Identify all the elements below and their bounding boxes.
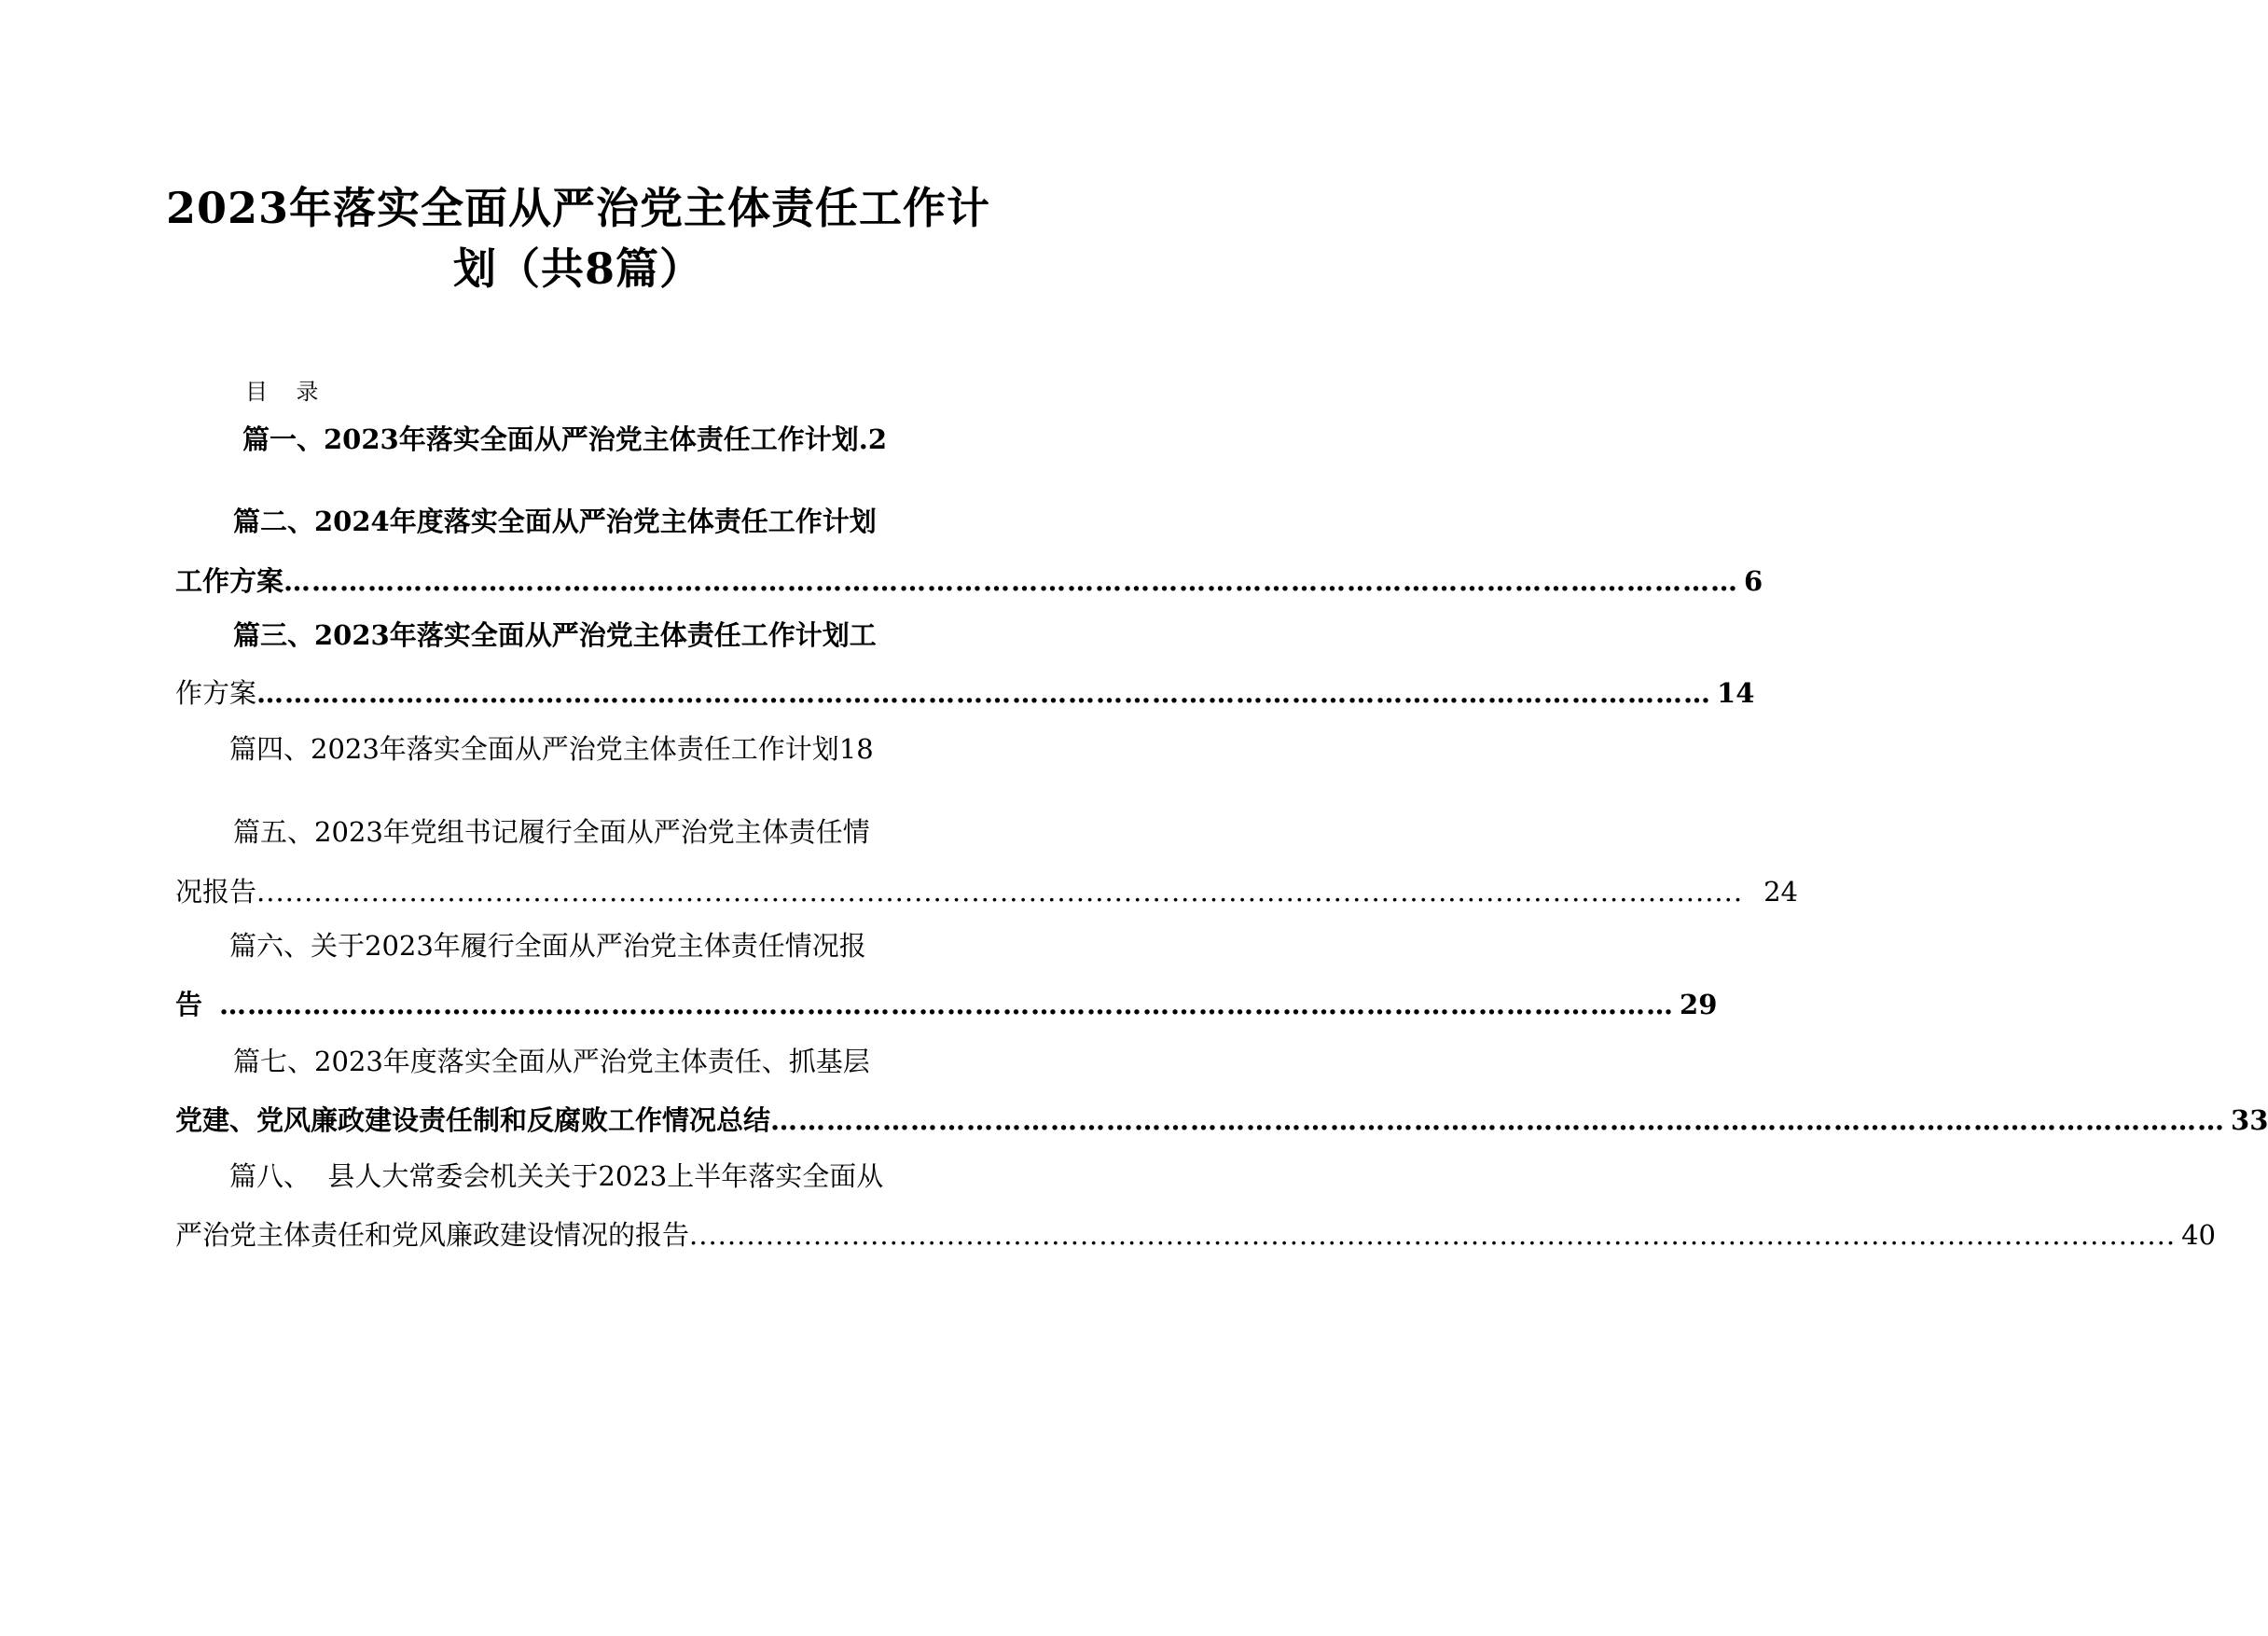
toc-entry-4[interactable] xyxy=(175,729,983,769)
toc-entry-5-line-1[interactable]: 篇五、2023年党组书记履行全面从严治党主体责任情 xyxy=(233,816,870,848)
toc-entry-3-line-1[interactable]: 篇三、2023年落实全面从严治党主体责任工作计划工 xyxy=(233,619,877,651)
toc-entry-5-line-2[interactable] xyxy=(175,872,1798,911)
toc-entry-7-title-cont: 党建、党风廉政建设责任制和反腐败工作情况总结 xyxy=(175,1104,771,1136)
toc-entry-5-page: 24 xyxy=(1763,876,1798,908)
toc-entry-2-title-cont: 工作方案 xyxy=(175,565,284,597)
toc-entry-8-line-2[interactable] xyxy=(175,1215,2216,1255)
toc-entry-8-title-cont: 严治党主体责任和党风廉政建设情况的报告 xyxy=(175,1219,690,1251)
toc-entry-4-title: 篇四、2023年落实全面从严治党主体责任工作计划 xyxy=(229,733,839,765)
toc-entry-2-page: 6 xyxy=(1744,565,1763,597)
toc-entry-3-title-cont: 作方案 xyxy=(175,677,257,709)
toc-entry-8-page: 40 xyxy=(2181,1219,2216,1251)
toc-entry-7-page: 33 xyxy=(2231,1104,2268,1136)
toc-entry-6-title-cont: 告 xyxy=(175,989,203,1020)
toc-leader-dots: ………………………………………………………………………………………………………………………………………… xyxy=(219,989,1675,1020)
toc-leader-dots: ………………………………………………………………………………………………………………………………………… xyxy=(284,565,1739,597)
toc-entry-7-line-1[interactable]: 篇七、2023年度落实全面从严治党主体责任、抓基层 xyxy=(233,1046,870,1077)
toc-entry-8-line-1[interactable]: 篇八、 县人大常委会机关关于2023上半年落实全面从 xyxy=(229,1160,884,1192)
toc-entry-5-title-cont: 况报告 xyxy=(175,876,257,908)
toc-leader-dots: ............................................................................................................................................................ xyxy=(256,876,1744,908)
toc-entry-3-line-2[interactable] xyxy=(175,673,1755,713)
document-title-line-1: 2023年落实全面从严治党主体责任工作计 xyxy=(165,183,991,233)
toc-entry-6-page: 29 xyxy=(1680,989,1718,1020)
toc-leader-dots: ………………………………………………………………………………………………………………………………………… xyxy=(256,677,1712,709)
toc-entry-6-line-1[interactable]: 篇六、关于2023年履行全面从严治党主体责任情况报 xyxy=(229,930,866,962)
toc-entry-1[interactable] xyxy=(175,420,983,459)
toc-entry-2-line-1[interactable]: 篇二、2024年度落实全面从严治党主体责任工作计划 xyxy=(233,506,877,537)
toc-entry-1-title: 篇一、2023年落实全面从严治党主体责任工作计划. xyxy=(242,423,868,455)
toc-entry-4-page: 18 xyxy=(838,733,874,765)
toc-heading: 目 录 xyxy=(245,379,319,405)
toc-entry-1-page: 2 xyxy=(867,423,887,455)
toc-leader-dots: ............................................................................................................................................................ xyxy=(689,1219,2177,1251)
toc-leader-dots: ………………………………………………………………………………………………………………………………………… xyxy=(770,1104,2226,1136)
document-title-line-2: 划（共8篇） xyxy=(452,243,703,294)
toc-entry-2-line-2[interactable] xyxy=(175,562,1763,601)
toc-entry-6-line-2[interactable] xyxy=(175,985,1718,1024)
toc-entry-3-page: 14 xyxy=(1717,677,1755,709)
toc-entry-7-line-2[interactable] xyxy=(175,1101,2268,1140)
